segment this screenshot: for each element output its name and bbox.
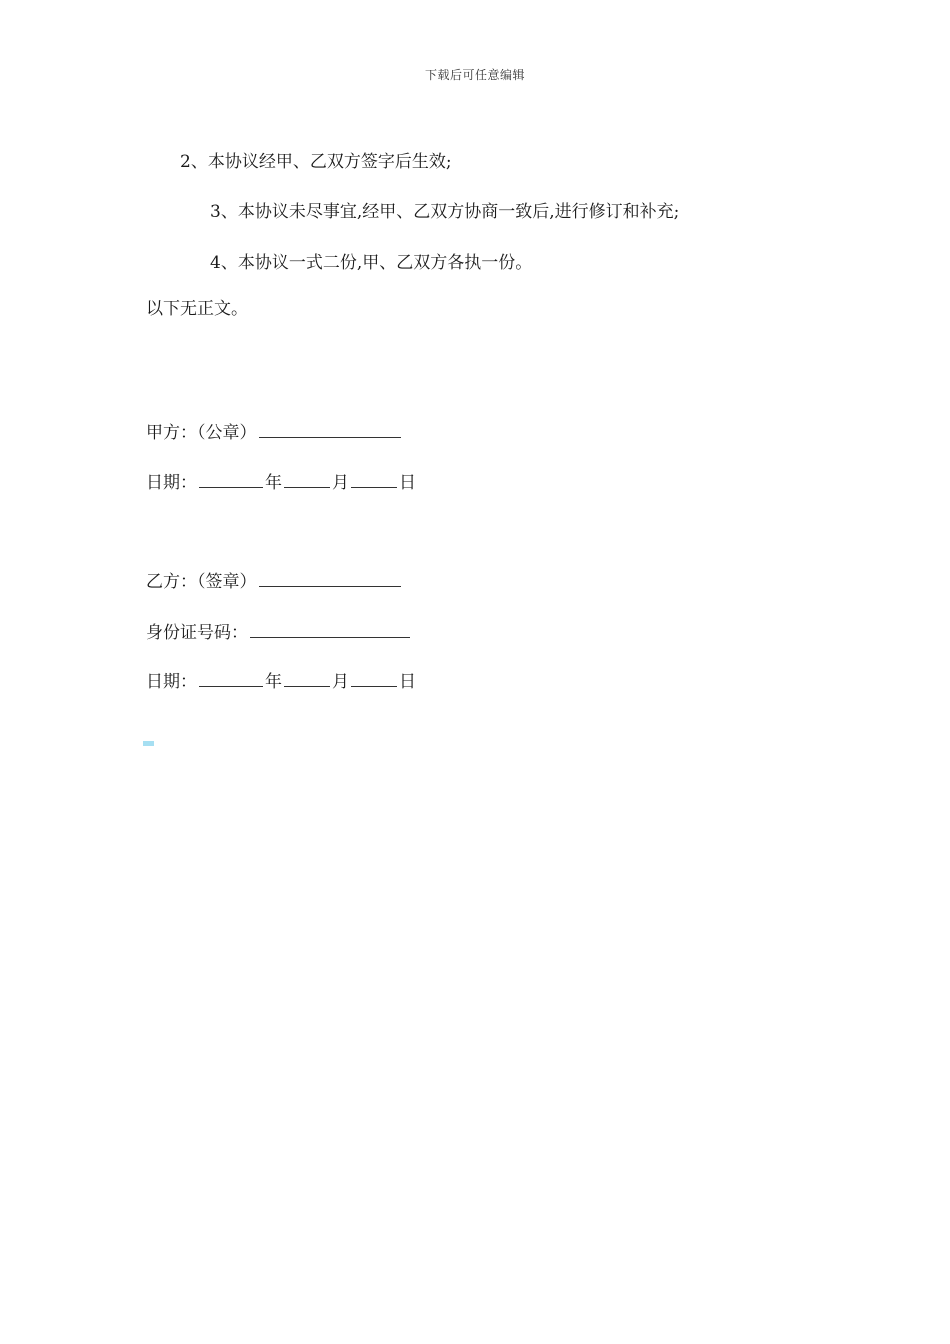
party-b-year-blank[interactable] — [199, 668, 263, 687]
party-a-signature-line — [146, 419, 403, 445]
party-b-id-blank[interactable] — [250, 619, 410, 638]
party-b-signature-line — [146, 568, 403, 594]
page-header: 下载后可任意编辑 — [424, 68, 525, 82]
party-a-day-label: 日 — [399, 473, 416, 493]
party-b-id-line — [146, 619, 412, 645]
party-b-month-blank[interactable] — [284, 668, 330, 687]
clause-3: 3、本协议未尽事宜,经甲、乙双方协商一致后,进行修订和补充; — [210, 202, 680, 222]
end-note: 以下无正文。 — [146, 299, 248, 319]
party-b-year-label: 年 — [265, 672, 282, 692]
clause-4: 4、本协议一式二份,甲、乙双方各执一份。 — [210, 253, 533, 273]
party-a-seal-blank[interactable] — [259, 419, 401, 438]
clause-2: 2、本协议经甲、乙双方签字后生效; — [180, 152, 452, 172]
party-b-label: 乙方：（签章） — [146, 572, 257, 592]
party-b-signature-blank[interactable] — [259, 568, 401, 587]
party-a-label: 甲方：（公章） — [146, 423, 257, 443]
party-a-year-label: 年 — [265, 473, 282, 493]
party-a-date-label: 日期： — [146, 473, 197, 493]
party-b-month-label: 月 — [332, 672, 349, 692]
party-a-month-label: 月 — [332, 473, 349, 493]
party-a-month-blank[interactable] — [284, 469, 330, 488]
selection-marker — [143, 741, 154, 746]
party-a-day-blank[interactable] — [351, 469, 397, 488]
party-b-date-line — [146, 668, 416, 694]
party-b-day-blank[interactable] — [351, 668, 397, 687]
party-a-year-blank[interactable] — [199, 469, 263, 488]
party-b-day-label: 日 — [399, 672, 416, 692]
party-b-id-label: 身份证号码： — [146, 623, 248, 643]
party-a-date-line — [146, 469, 416, 495]
party-b-date-label: 日期： — [146, 672, 197, 692]
